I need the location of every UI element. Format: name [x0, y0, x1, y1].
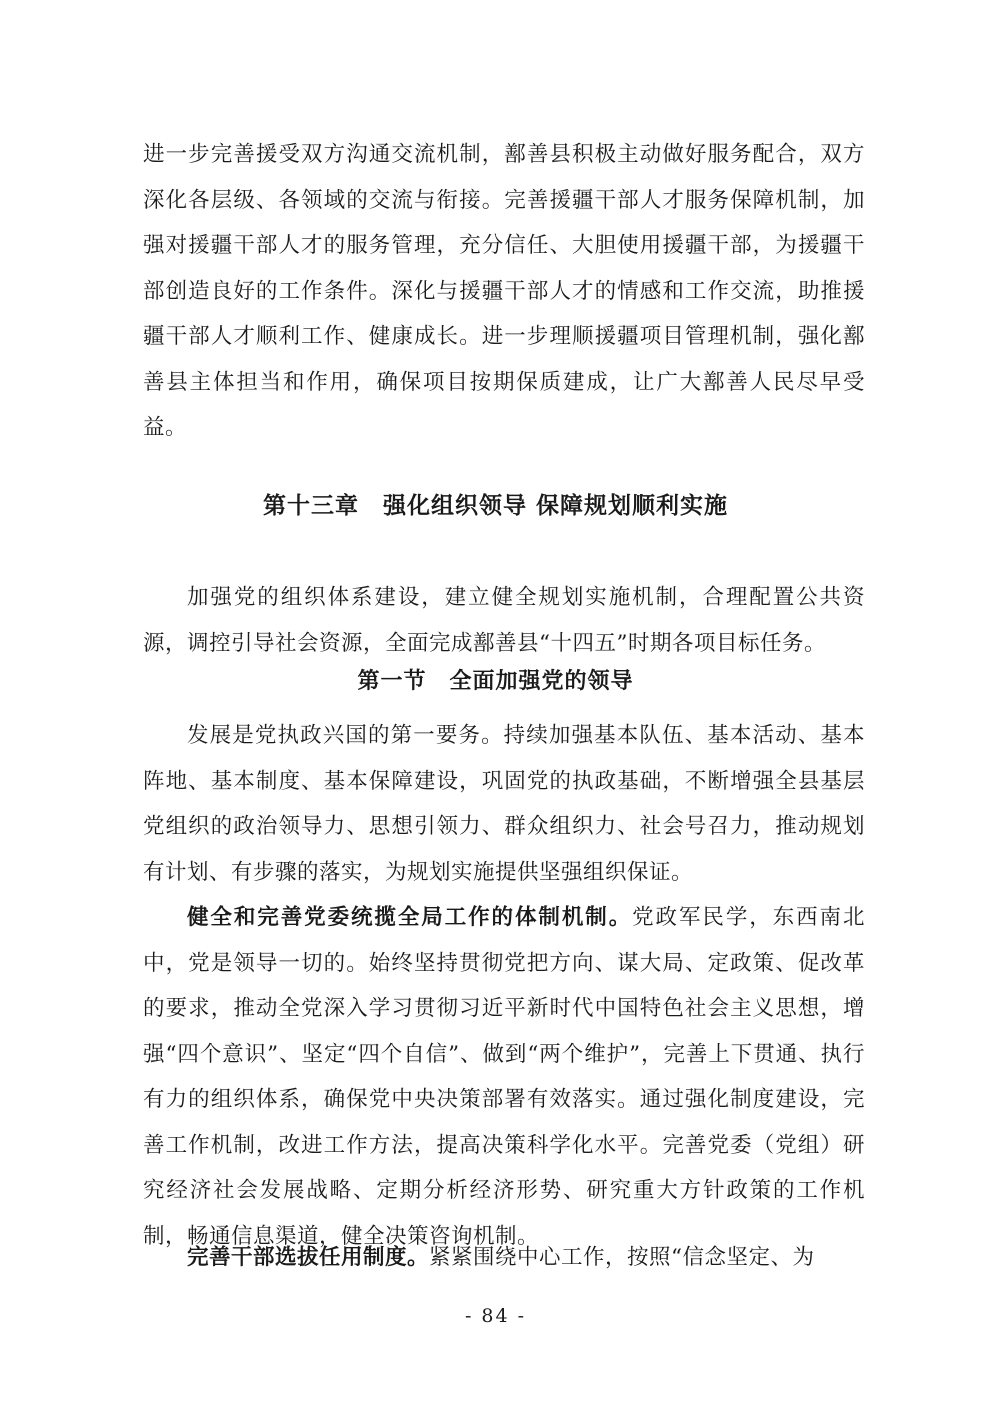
- paragraph-aid-xinjiang-mechanism: 进一步完善援受双方沟通交流机制，鄯善县积极主动做好服务配合，双方深化各层级、各领域的交流与衔接。完善援疆干部人才服务保障机制，加强对援疆干部人才的服务管理，充分信任、大胆使用援疆干部，为援疆干部创造良好的工作条件。深化与援疆干部人才的情感和工作交流，助推援疆干部人才顺利工作、健康成长。进一步理顺援疆项目管理机制，强化鄯善县主体担当和作用，确保项目按期保质建成，让广大鄯善人民尽早受益。: [143, 142, 865, 440]
- chapter-title: 第十三章 强化组织领导 保障规划顺利实施: [262, 493, 728, 519]
- paragraph-party-committee-system: [143, 895, 865, 1259]
- paragraph-party-development: 发展是党执政兴国的第一要务。持续加强基本队伍、基本活动、基本阵地、基本制度、基本保障建设，巩固党的执政基础，不断增强全县基层党组织的政治领导力、思想引领力、群众组织力、社会号召力，推动规划有计划、有步骤的落实，为规划实施提供坚强组织保证。: [143, 723, 865, 885]
- section-title: 第一节 全面加强党的领导: [357, 669, 634, 694]
- paragraph-body: 紧紧围绕中心工作，按照“信念坚定、为: [429, 1245, 815, 1270]
- paragraph-cadre-selection: [143, 1235, 865, 1281]
- paragraph-lead-heading: 健全和完善党委统揽全局工作的体制机制。: [187, 905, 633, 930]
- paragraph-lead-heading: 完善干部选拔任用制度。: [187, 1245, 430, 1270]
- paragraph-chapter-intro: 加强党的组织体系建设，建立健全规划实施机制，合理配置公共资源，调控引导社会资源，全面完成鄯善县“十四五”时期各项目标任务。: [143, 585, 865, 656]
- page-number: - 84 -: [464, 1305, 527, 1327]
- paragraph-body: 党政军民学，东西南北中，党是领导一切的。始终坚持贯彻党把方向、谋大局、定政策、促改革的要求，推动全党深入学习贯彻习近平新时代中国特色社会主义思想，增强“四个意识”、坚定“四个自信”、做到“两个维护”，完善上下贯通、执行有力的组织体系，确保党中央决策部署有效落实。通过强化制度建设，完善工作机制，改进工作方法，提高决策科学化水平。完善党委（党组）研究经济社会发展战略、定期分析经济形势、研究重大方针政策的工作机制，畅通信息渠道，健全决策咨询机制。: [143, 905, 865, 1249]
